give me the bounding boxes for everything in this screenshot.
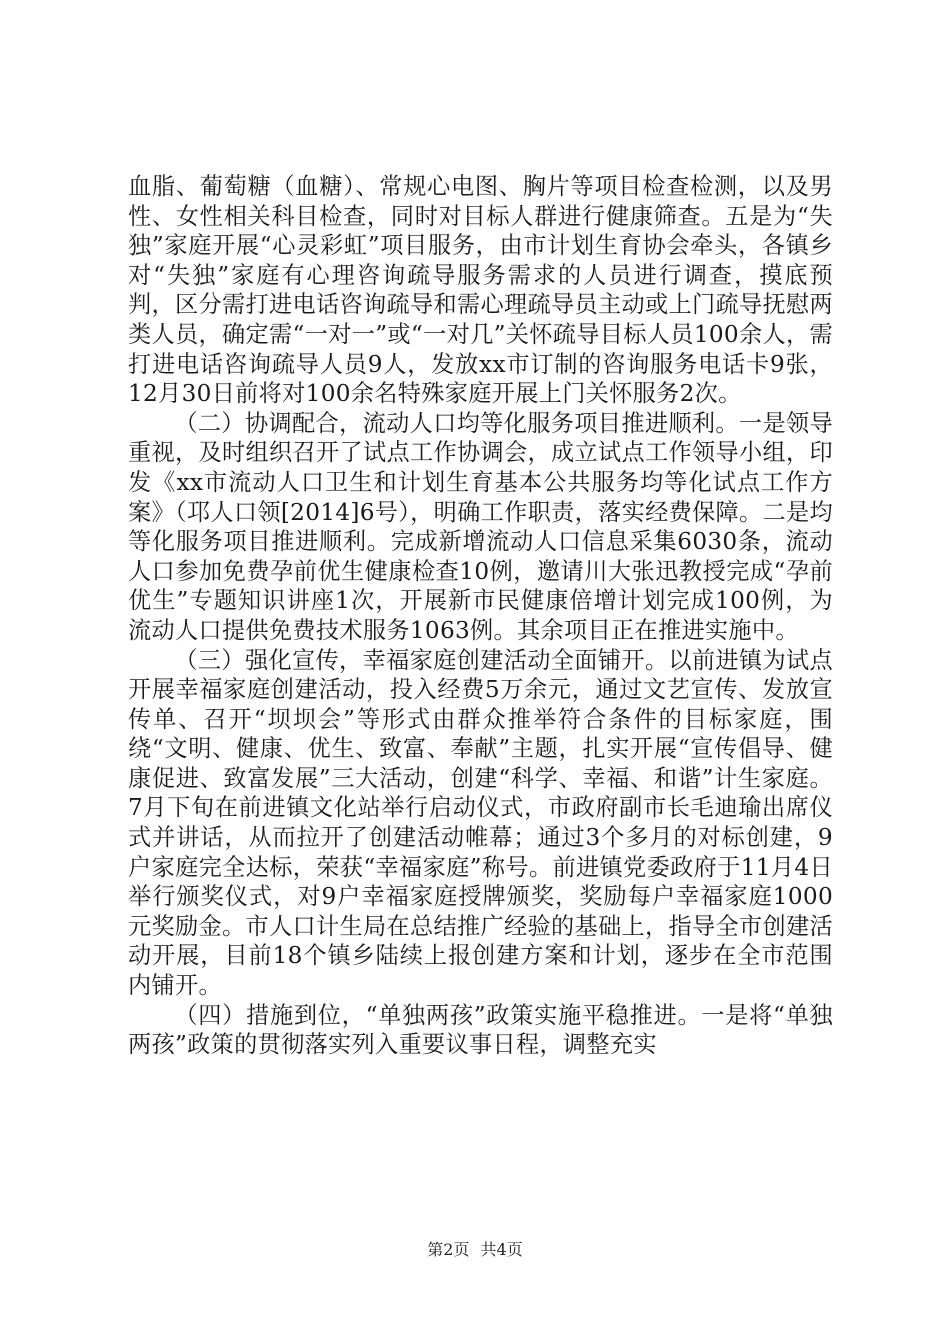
page-footer [0,1237,950,1260]
paragraph-4: （四）措施到位，“单独两孩”政策实施平稳推进。一是将“单独两孩”政策的贯彻落实列入重要议事日程，调整充实 [128,1001,833,1059]
paragraph-1: 血脂、葡萄糖（血糖）、常规心电图、胸片等项目检查检测，以及男性、女性相关科目检查，同时对目标人群进行健康筛查。五是为“失独”家庭开展“心灵彩虹”项目服务，由市计划生育协会牵头，各镇乡对“失独”家庭有心理咨询疏导服务需求的人员进行调查，摸底预判，区分需打进电话咨询疏导和需心理疏导员主动或上门疏导抚慰两类人员，确定需“一对一”或“一对几”关怀疏导目标人员100余人，需打进电话咨询疏导人员9人，发放xx市订制的咨询服务电话卡9张，12月30日前将对100余名特殊家庭开展上门关怀服务2次。 [128,173,833,408]
page-total: 共4页 [480,1240,523,1259]
page-number: 第2页 [427,1240,470,1259]
document-body [128,172,833,1060]
paragraph-2: （二）协调配合，流动人口均等化服务项目推进顺利。一是领导重视，及时组织召开了试点工作协调会，成立试点工作领导小组，印发《xx市流动人口卫生和计划生育基本公共服务均等化试点工作方案》（邛人口领[2014]6号），明确工作职责，落实经费保障。二是均等化服务项目推进顺利。完成新增流动人口信息采集6030条，流动人口参加免费孕前优生健康检查10例，邀请川大张迅教授完成“孕前优生”专题知识讲座1次，开展新市民健康倍增计划完成100例，为流动人口提供免费技术服务1063例。其余项目正在推进实施中。 [128,409,833,644]
paragraph-3: （三）强化宣传，幸福家庭创建活动全面铺开。以前进镇为试点开展幸福家庭创建活动，投入经费5万余元，通过文艺宣传、发放宣传单、召开“坝坝会”等形式由群众推举符合条件的目标家庭，围绕“文明、健康、优生、致富、奉献”主题，扎实开展“宣传倡导、健康促进、致富发展”三大活动，创建“科学、幸福、和谐”计生家庭。7月下旬在前进镇文化站举行启动仪式，市政府副市长毛迪瑜出席仪式并讲话，从而拉开了创建活动帷幕；通过3个多月的对标创建，9户家庭完全达标，荣获“幸福家庭”称号。前进镇党委政府于11月4日举行颁奖仪式，对9户幸福家庭授牌颁奖，奖励每户幸福家庭1000元奖励金。市人口计生局在总结推广经验的基础上，指导全市创建活动开展，目前18个镇乡陆续上报创建方案和计划，逐步在全市范围内铺开。 [128,646,833,1000]
